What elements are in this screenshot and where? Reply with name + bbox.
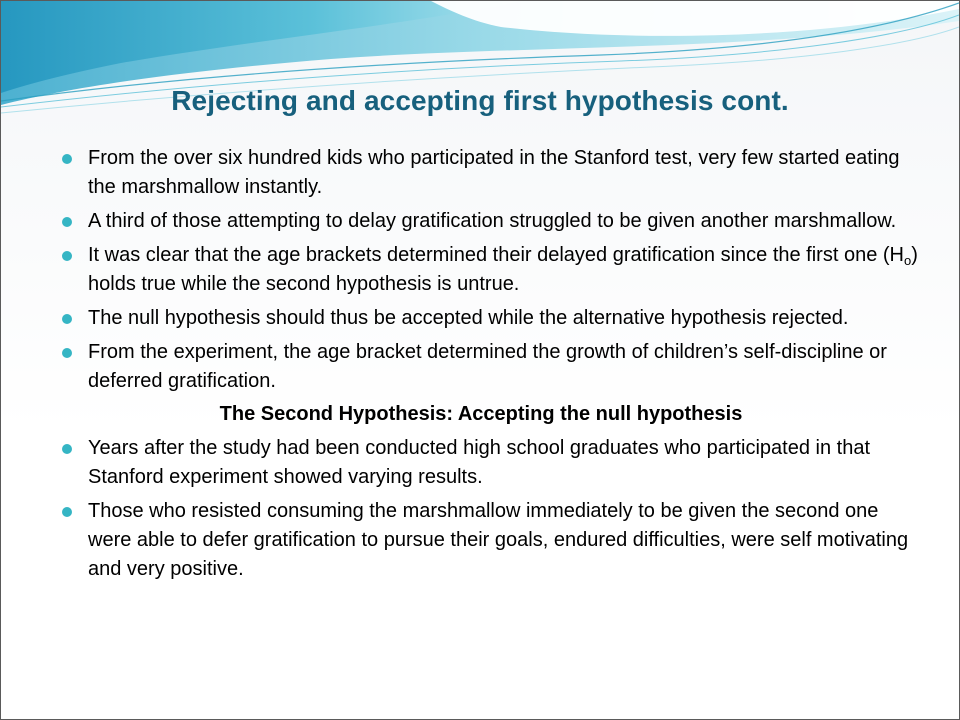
bullet-item [61, 497, 921, 584]
bullet-item [61, 241, 921, 299]
bullet-dot-icon [62, 507, 72, 517]
bullet-item [61, 144, 921, 202]
slide-title: Rejecting and accepting first hypothesis cont. [171, 85, 789, 116]
bullet-text: A third of those attempting to delay gratification struggled to be given another marshmallow. [88, 210, 897, 232]
bullet-text: It was clear that the age brackets determined their delayed gratification since the first one $(H_o)$ holds true while the second hypothesis is untrue. [88, 244, 918, 295]
bullet-item [61, 434, 921, 492]
bullet-text: From the over six hundred kids who participated in the Stanford test, very few started eating the marshmallow instantly. [88, 147, 900, 198]
bullet-dot-icon [62, 217, 72, 227]
subscript-o: o [903, 253, 912, 268]
bullet-text: Those who resisted consuming the marshmallow immediately to be given the second one were able to defer gratification to pursue their goals, endured difficulties, were self motivating and very positive. [88, 500, 909, 580]
bullet-item [61, 338, 921, 396]
bullet-dot-icon [62, 314, 72, 324]
bullet-text: The null hypothesis should thus be accepted while the alternative hypothesis rejected. [88, 307, 849, 329]
slide-content [61, 144, 921, 589]
bullet-dot-icon [62, 154, 72, 164]
bullet-item [61, 207, 921, 236]
section-heading: The Second Hypothesis: Accepting the null hypothesis [219, 403, 743, 425]
bullet-text: Years after the study had been conducted high school graduates who participated in that Stanford experiment showed varying results. [88, 437, 871, 488]
bullet-dot-icon [62, 251, 72, 261]
bullet-dot-icon [62, 444, 72, 454]
bullet-dot-icon [62, 348, 72, 358]
bullet-text: From the experiment, the age bracket determined the growth of children’s self-discipline or deferred gratification. [88, 341, 887, 392]
bullet-item [61, 304, 921, 333]
